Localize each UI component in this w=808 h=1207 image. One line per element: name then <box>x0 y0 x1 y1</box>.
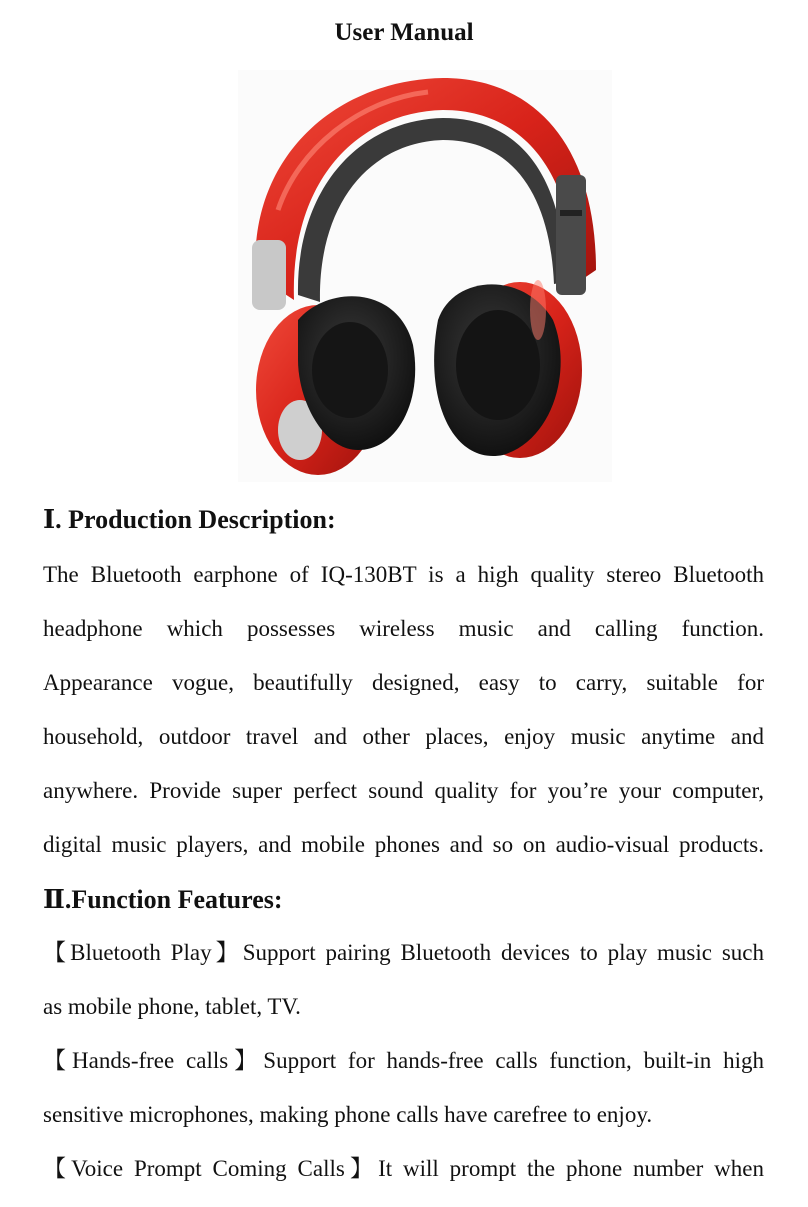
paragraph-line: 【Voice Prompt Coming Calls】It will prompt the phone number when <box>43 1156 764 1181</box>
paragraph-line: 【Bluetooth Play】Support pairing Bluetooth devices to play music such <box>43 940 764 965</box>
paragraph-line: sensitive microphones, making phone calls have carefree to enjoy. <box>43 1102 653 1127</box>
headphones-icon <box>238 70 612 482</box>
paragraph-line: 【Hands-free calls】Support for hands-free calls function, built-in high <box>43 1048 764 1073</box>
section-heading-function-features: Ⅱ.Function Features: <box>43 885 283 914</box>
section-heading-production-description: Ⅰ. Production Description: <box>43 505 336 534</box>
paragraph-line: Appearance vogue, beautifully designed, easy to carry, suitable for <box>43 670 764 695</box>
paragraph-line: The Bluetooth earphone of IQ-130BT is a high quality stereo Bluetooth <box>43 562 764 587</box>
paragraph-line: digital music players, and mobile phones and so on audio-visual products. <box>43 832 764 857</box>
headphones-image <box>238 70 612 482</box>
paragraph-line: anywhere. Provide super perfect sound quality for you’re your computer, <box>43 778 764 803</box>
page-title: User Manual <box>334 19 474 46</box>
paragraph-line: as mobile phone, tablet, TV. <box>43 994 301 1019</box>
paragraph-line: headphone which possesses wireless music and calling function. <box>43 616 764 641</box>
paragraph-line: household, outdoor travel and other places, enjoy music anytime and <box>43 724 764 749</box>
